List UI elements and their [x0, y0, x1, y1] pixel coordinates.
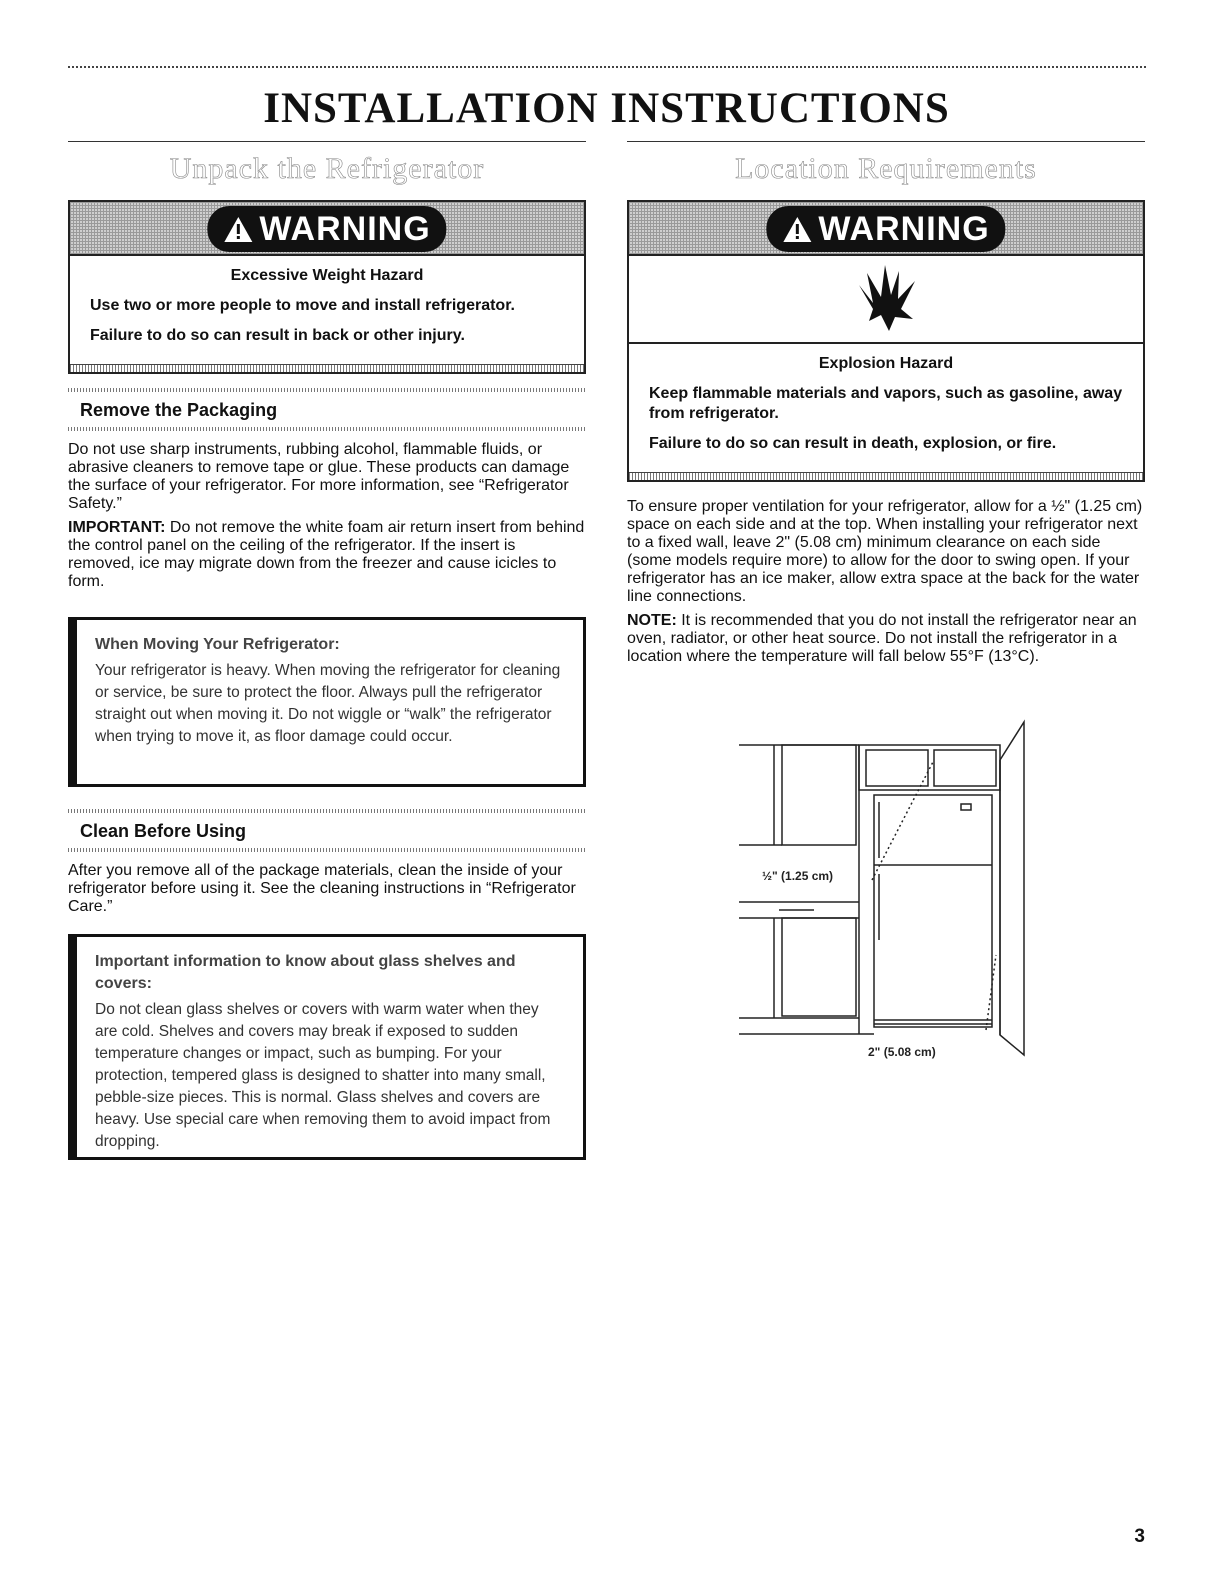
- dotted-rule: [68, 848, 586, 852]
- warning-consequence: Failure to do so can result in death, explosion, or fire.: [649, 435, 1057, 452]
- top-dotted-rule: [68, 66, 1146, 68]
- warning-footer: [70, 364, 584, 372]
- moving-box-text: Your refrigerator is heavy. When moving the refrigerator for cleaning or service, be sure to protect the floor. Always pull the refrigerator straight out when moving it. Do not wiggle or “walk” the refrigerator when trying to move it, as floor damage could occur.: [95, 662, 561, 745]
- important-note: [68, 519, 586, 591]
- important-text: Do not remove the white foam air return insert from behind the control panel on the ceiling of the refrigerator. If the insert is removed, ice may migrate down from the freezer and cause icicles to form.: [68, 519, 585, 590]
- explosion-icon: [851, 259, 921, 339]
- note-text: It is recommended that you do not install the refrigerator near an oven, radiator, or other heat source. Do not install the refrigerator in a location where the temperature will fall below 55°F (13°C).: [627, 612, 1137, 665]
- warning-header: [70, 202, 584, 256]
- warning-footer: [629, 472, 1143, 480]
- remove-packaging-paragraph: Do not use sharp instruments, rubbing alcohol, flammable fluids, or abrasive cleaners to remove tape or glue. These products can damage the surface of your refrigerator. For more information, see “Refrigerator Safety.”: [68, 441, 570, 512]
- glass-box-text: Do not clean glass shelves or covers with warm water when they are cold. Shelves and covers may break if exposed to sudden temperature changes or impact, such as bumping. For your protection, tempered glass is designed to shatter into many small, pebble-size pieces. This is normal. Glass shelves and covers are heavy. Use special care when removing them to avoid impact from dropping.: [95, 1001, 551, 1150]
- glass-box-title: Important information to know about glass shelves and covers:: [95, 953, 516, 992]
- warning-header: [629, 202, 1143, 256]
- page-title: INSTALLATION INSTRUCTIONS: [263, 85, 950, 132]
- section-title-unpack: Unpack the Refrigerator: [169, 152, 485, 185]
- glass-info-box: [68, 934, 586, 1160]
- warning-instruction: Keep flammable materials and vapors, such as gasoline, away from refrigerator.: [649, 385, 1123, 422]
- left-column: [68, 141, 586, 1160]
- moving-info-box: [68, 617, 586, 787]
- warning-instruction: Use two or more people to move and install refrigerator.: [90, 297, 515, 314]
- warning-pill: [207, 206, 446, 252]
- remove-packaging-text: [68, 441, 586, 591]
- warning-pill: [766, 206, 1005, 252]
- note-label: NOTE:: [627, 612, 677, 629]
- page-number: 3: [1134, 1526, 1145, 1547]
- hazard-title: Explosion Hazard: [818, 355, 954, 372]
- heading-clean-before-using: Clean Before Using: [80, 821, 247, 841]
- moving-box-title: When Moving Your Refrigerator:: [95, 636, 340, 653]
- warning-body: [629, 344, 1143, 472]
- important-label: IMPORTANT:: [68, 519, 166, 536]
- dotted-rule: [68, 427, 586, 431]
- heading-remove-packaging: Remove the Packaging: [80, 400, 278, 420]
- note-paragraph: [627, 612, 1145, 666]
- explosion-icon-area: [629, 256, 1143, 344]
- location-text: [627, 498, 1145, 666]
- warning-triangle-icon: [223, 215, 253, 243]
- diagram-label-wall-gap: 2" (5.08 cm): [868, 1045, 936, 1059]
- refrigerator-clearance-diagram: [734, 690, 1034, 1060]
- warning-consequence: Failure to do so can result in back or other injury.: [90, 327, 465, 344]
- clean-before-text: [68, 862, 586, 916]
- diagram-label-side-gap: ½" (1.25 cm): [762, 869, 834, 883]
- warning-label: WARNING: [259, 210, 431, 248]
- section-title-location: Location Requirements: [735, 152, 1037, 185]
- ventilation-paragraph: To ensure proper ventilation for your refrigerator, allow for a ½" (1.25 cm) space on each side and at the top. When installing your refrigerator next to a fixed wall, leave 2" (5.08 cm) minimum clearance on each side (some models require more) to allow for the door to swing open. If your refrigerator has an ice maker, allow extra space at the back for the water line connections.: [627, 498, 1143, 605]
- warning-body: [70, 256, 584, 364]
- warning-triangle-icon: [782, 215, 812, 243]
- hazard-title: Excessive Weight Hazard: [230, 267, 424, 284]
- explosion-warning-box: [627, 200, 1145, 482]
- weight-warning-box: [68, 200, 586, 374]
- right-column: [627, 141, 1145, 672]
- clean-before-paragraph: After you remove all of the package materials, clean the inside of your refrigerator before using it. See the cleaning instructions in “Refrigerator Care.”: [68, 862, 576, 915]
- warning-label: WARNING: [818, 210, 990, 248]
